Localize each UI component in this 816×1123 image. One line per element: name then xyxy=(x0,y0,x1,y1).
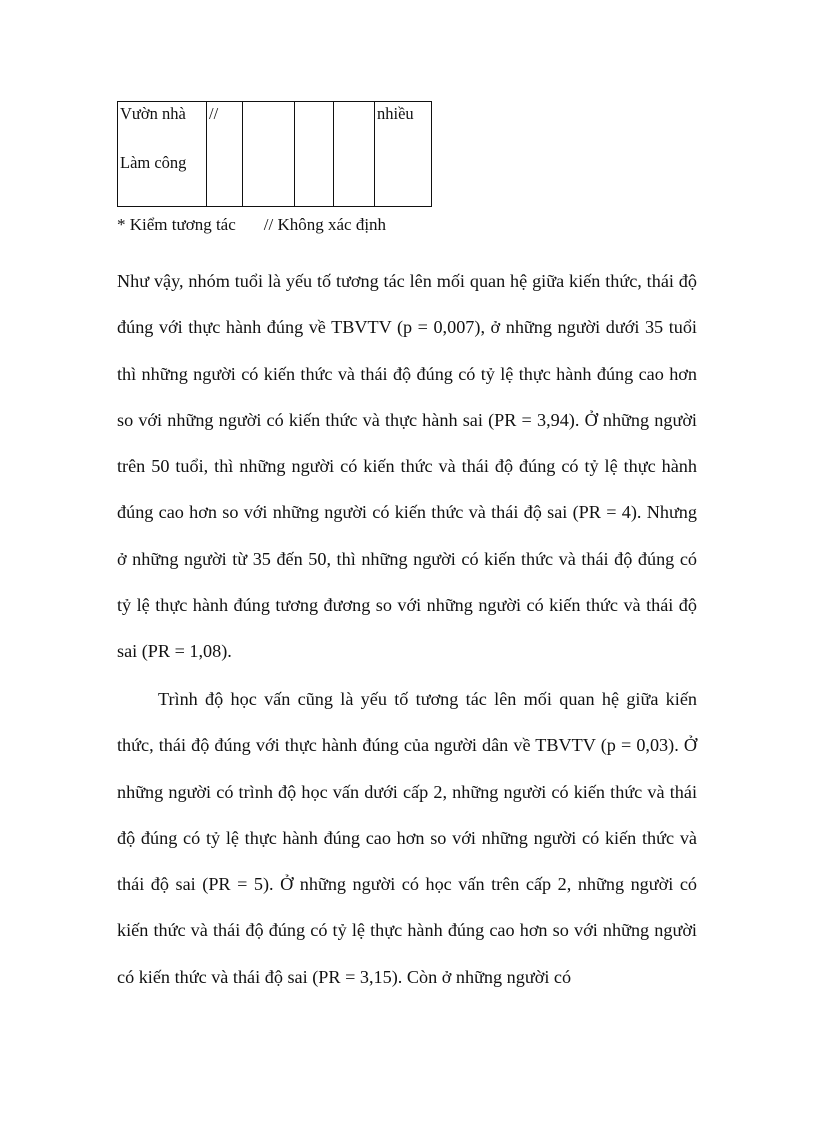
table-row xyxy=(118,102,432,207)
table-cell xyxy=(334,102,375,207)
table-cell-label xyxy=(118,102,207,207)
footnote-undetermined: // Không xác định xyxy=(263,215,387,234)
results-table-fragment xyxy=(117,101,432,207)
paragraph-education-interaction: Trình độ học vấn cũng là yếu tố tương tác lên mối quan hệ giữa kiến thức, thái độ đúng với thực hành đúng của người dân về TBVTV (p = 0,03). Ở những người có trình độ học vấn dưới cấp 2, những người có kiến thức và thái độ đúng có tỷ lệ thực hành đúng cao hơn so với những người có kiến thức và thái độ sai (PR = 5). Ở những người có học vấn trên cấp 2, những người có kiến thức và thái độ đúng có tỷ lệ thực hành đúng cao hơn so với những người có kiến thức và thái độ sai (PR = 3,15). Còn ở những người có xyxy=(117,689,697,987)
table-cell xyxy=(295,102,334,207)
table-cell: // xyxy=(207,102,243,207)
row-label-lam-cong: Làm công xyxy=(120,153,187,172)
table-cell: nhiều xyxy=(375,102,432,207)
paragraph-age-interaction: Như vậy, nhóm tuổi là yếu tố tương tác lên mối quan hệ giữa kiến thức, thái độ đúng với thực hành đúng về TBVTV (p = 0,007), ở những người dưới 35 tuổi thì những người có kiến thức và thái độ đúng có tỷ lệ thực hành đúng cao hơn so với những người có kiến thức và thực hành sai (PR = 3,94). Ở những người trên 50 tuổi, thì những người có kiến thức và thái độ đúng có tỷ lệ thực hành đúng cao hơn so với những người có kiến thức và thái độ sai (PR = 4). Nhưng ở những người từ 35 đến 50, thì những người có kiến thức và thái độ đúng có tỷ lệ thực hành đúng tương đương so với những người có kiến thức và thái độ sai (PR = 1,08). xyxy=(117,271,697,662)
table-cell xyxy=(243,102,295,207)
row-label-vuon-nha: Vườn nhà xyxy=(120,104,186,123)
table-footnote xyxy=(117,215,386,235)
footnote-interaction: * Kiểm tương tác xyxy=(117,215,236,234)
